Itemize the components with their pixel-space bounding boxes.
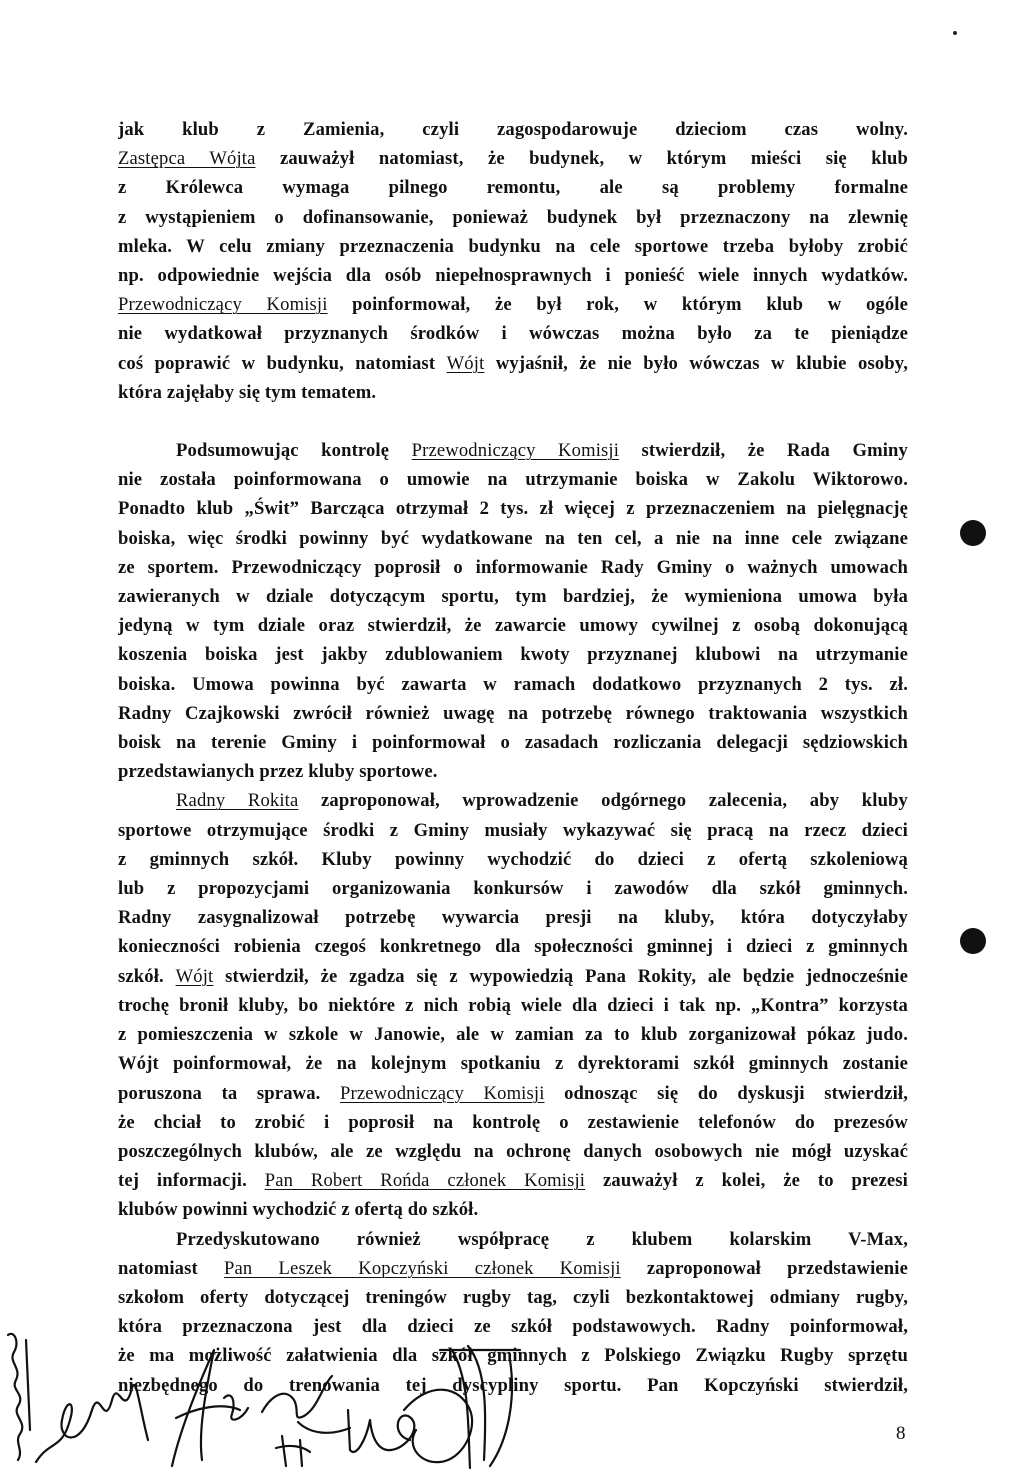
text-span: stwierdził, że zgadza się z wypowiedzią Pana Rokity, ale będzie jednocześnie bbox=[213, 965, 908, 987]
text-line: z pomieszczenia w szkole w Janowie, ale w zamian za to klub zorganizował pókaz judo. bbox=[118, 1024, 908, 1046]
text-line: z Królewca wymaga pilnego remontu, ale są problemy formalne bbox=[118, 177, 908, 199]
text-span: zauważył natomiast, że budynek, w którym mieści się klub bbox=[255, 148, 908, 170]
text-line bbox=[118, 144, 908, 173]
text-line bbox=[118, 436, 908, 465]
text-line: z wystąpieniem o dofinansowanie, ponieważ budynek był przeznaczony na zlewnię bbox=[118, 206, 908, 228]
text-line: klubów powinni wychodzić z ofertą do szkół. bbox=[118, 1199, 479, 1221]
text-line: ze sportem. Przewodniczący poprosił o informowanie Rady Gminy o ważnych umowach bbox=[118, 556, 908, 578]
text-line: jak klub z Zamienia, czyli zagospodarowuje dzieciom czas wolny. bbox=[118, 119, 908, 140]
scan-speck bbox=[953, 31, 957, 35]
text-line: szkołom oferty dotyczącej treningów rugby tag, czyli bezkontaktowej odmiany rugby, bbox=[118, 1286, 908, 1308]
underlined-name: Wójt bbox=[446, 352, 485, 374]
text-line: Przedyskutowano również współpracę z klubem kolarskim V-Max, bbox=[176, 1228, 908, 1250]
text-line: która przeznaczona jest dla dzieci ze szkół podstawowych. Radny poinformował, bbox=[118, 1316, 908, 1338]
document-body bbox=[118, 115, 908, 1400]
text-line: Wójt poinformował, że na kolejnym spotkaniu z dyrektorami szkół gminnych zostanie bbox=[118, 1053, 908, 1075]
text-line bbox=[118, 962, 908, 991]
text-line: że ma możliwość załatwienia dla szkół gminnych z Polskiego Związku Rugby sprzętu bbox=[118, 1345, 908, 1367]
text-span: zaproponował, wprowadzenie odgórnego zalecenia, aby kluby bbox=[298, 790, 908, 812]
text-line: Radny zasygnalizował potrzebę wywarcia presji na kluby, która dotyczyłaby bbox=[118, 907, 908, 929]
margin-hole-mark bbox=[960, 520, 986, 546]
text-span: odnosząc się do dyskusji stwierdził, bbox=[544, 1082, 908, 1104]
text-line: z gminnych szkół. Kluby powinny wychodzić do dzieci z ofertą szkoleniową bbox=[118, 848, 908, 870]
text-span: zaproponował przedstawienie bbox=[620, 1257, 908, 1279]
text-line bbox=[118, 1254, 908, 1283]
page-number: 8 bbox=[896, 1423, 906, 1444]
text-span: zauważył z kolei, że to prezesi bbox=[585, 1170, 908, 1192]
text-line: Radny Czajkowski zwrócił również uwagę na potrzebę równego traktowania wszystkich bbox=[118, 702, 908, 724]
text-line: że chciał to zrobić i poprosił na kontrolę o zestawienie telefonów do prezesów bbox=[118, 1111, 908, 1133]
text-line: Ponadto klub „Świt” Barcząca otrzymał 2 tys. zł więcej z przeznaczeniem na pielęgnację bbox=[118, 498, 908, 520]
underlined-name: Pan Robert Rońda członek Komisji bbox=[264, 1170, 586, 1192]
paragraph-gap bbox=[118, 407, 908, 436]
text-line: która zajęłaby się tym tematem. bbox=[118, 381, 377, 403]
underlined-name: Radny Rokita bbox=[176, 790, 299, 812]
text-line bbox=[118, 290, 908, 319]
underlined-name: Zastępca Wójta bbox=[118, 148, 256, 170]
text-line bbox=[118, 1166, 908, 1195]
underlined-name: Przewodniczący Komisji bbox=[118, 294, 328, 316]
text-span: coś poprawić w budynku, natomiast bbox=[118, 352, 447, 374]
text-span: poinformował, że był rok, w którym klub w ogóle bbox=[327, 294, 908, 316]
underlined-name: Pan Leszek Kopczyński członek Komisji bbox=[224, 1257, 621, 1279]
text-line bbox=[118, 786, 908, 815]
underlined-name: Przewodniczący Komisji bbox=[340, 1082, 545, 1104]
text-line: boiska. Umowa powinna być zawarta w ramach dodatkowo przyznanych 2 tys. zł. bbox=[118, 673, 908, 695]
text-line: poszczególnych klubów, ale ze względu na ochronę danych osobowych nie mógł uzyskać bbox=[118, 1140, 908, 1162]
margin-hole-mark bbox=[960, 928, 986, 954]
underlined-name: Wójt bbox=[175, 965, 214, 987]
text-span: szkół. bbox=[118, 965, 176, 987]
text-span: wyjaśnił, że nie było wówczas w klubie osoby, bbox=[484, 352, 908, 374]
text-line bbox=[118, 349, 908, 378]
text-line bbox=[118, 1079, 908, 1108]
signatures bbox=[0, 1290, 600, 1472]
text-line: trochę bronił kluby, bo niektóre z nich robią wiele dla dzieci i tak np. „Kontra” korzysta bbox=[118, 994, 908, 1016]
text-line: mleka. W celu zmiany przeznaczenia budynku na cele sportowe trzeba byłoby zrobić bbox=[118, 235, 908, 257]
text-line: sportowe otrzymujące środki z Gminy musiały wykazywać się pracą na rzecz dzieci bbox=[118, 819, 908, 841]
text-span: Podsumowując kontrolę bbox=[176, 440, 412, 462]
text-line: koszenia boiska jest jakby zdublowaniem kwoty przyznanej klubowi na utrzymanie bbox=[118, 644, 908, 666]
text-line: boiska, więc środki powinny być wydatkowane na ten cel, a nie na inne cele związane bbox=[118, 527, 908, 549]
text-line: np. odpowiednie wejścia dla osób niepełnosprawnych i ponieść wiele innych wydatków. bbox=[118, 265, 908, 287]
underlined-name: Przewodniczący Komisji bbox=[411, 440, 620, 462]
text-line: boisk na terenie Gminy i poinformował o zasadach rozliczania delegacji sędziowskich bbox=[118, 732, 908, 754]
text-line: konieczności robienia czegoś konkretnego dla społeczności gminnej i dzieci z gminnych bbox=[118, 936, 908, 958]
text-line: jedyną w tym dziale oraz stwierdził, że zawarcie umowy cywilnej z osobą dokonującą bbox=[118, 615, 908, 637]
text-span: tej informacji. bbox=[118, 1170, 265, 1192]
text-line: przedstawianych przez kluby sportowe. bbox=[118, 761, 438, 783]
text-line: lub z propozycjami organizowania konkursów i zawodów dla szkół gminnych. bbox=[118, 878, 908, 900]
text-span: natomiast bbox=[118, 1257, 225, 1279]
text-line: zawieranych w dziale dotyczącym sportu, tym bardziej, że wymieniona umowa była bbox=[118, 586, 908, 608]
text-line: niezbędnego do trenowania tej dyscypliny sportu. Pan Kopczyński stwierdził, bbox=[118, 1374, 908, 1396]
text-span: poruszona ta sprawa. bbox=[118, 1082, 341, 1104]
text-span: stwierdził, że Rada Gminy bbox=[619, 440, 908, 462]
text-line: nie została poinformowana o umowie na utrzymanie boiska w Zakolu Wiktorowo. bbox=[118, 469, 908, 491]
text-line: nie wydatkował przyznanych środków i wówczas można było za te pieniądze bbox=[118, 323, 908, 345]
